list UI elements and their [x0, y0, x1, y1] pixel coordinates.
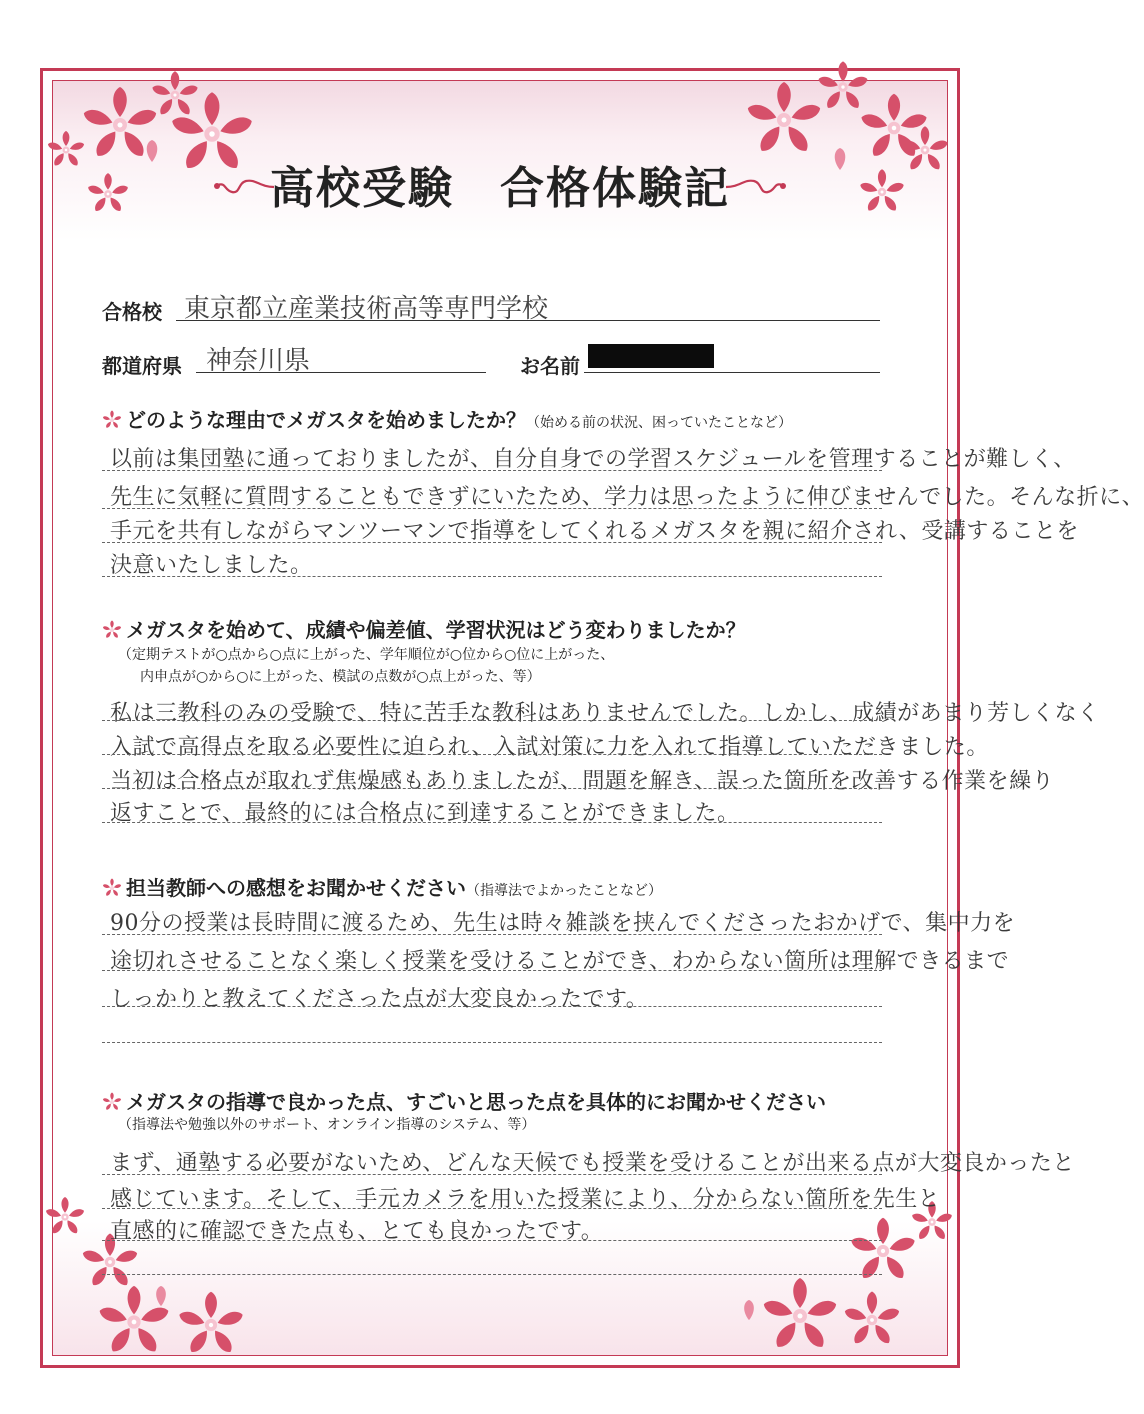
question-1-note: （始める前の状況、困っていたことなど）: [526, 415, 792, 431]
answer-4-line-3: 直感的に確認できた点も、とても良かったです。: [110, 1219, 604, 1244]
answer-rule: [102, 822, 882, 823]
name-underline: [584, 372, 880, 373]
flourish-ornament-icon: [724, 176, 788, 198]
answer-rule: [102, 508, 882, 509]
answer-2-line-4: 返すことで、最終的には合格点に到達することができました。: [110, 801, 740, 826]
answer-2-line-2: 入試で高得点を取る必要性に迫られ、入試対策に力を入れて指導していただきました。: [110, 735, 989, 760]
answer-rule: [102, 470, 882, 471]
question-4-note-1: （指導法や勉強以外のサポート、オンライン指導のシステム、等）: [118, 1117, 536, 1133]
answer-1-line-4: 決意いたしました。: [110, 553, 313, 578]
answer-3-line-3: しっかりと教えてくださった点が大変良かったです。: [110, 987, 649, 1012]
question-1: [102, 404, 792, 433]
sakura-bullet-icon: [102, 1092, 122, 1112]
sakura-blossom-icon: [176, 1290, 246, 1360]
name-label: お名前: [520, 354, 580, 378]
answer-2-line-3: 当初は合格点が取れず焦燥感もありましたが、問題を解き、誤った箇所を改善する作業を繰り: [110, 769, 1055, 794]
sakura-blossom-icon: [842, 1290, 902, 1350]
sakura-blossom-icon: [744, 80, 824, 160]
school-value: 東京都立産業技術高等専門学校: [184, 294, 549, 324]
answer-3-line-2: 途切れさせることなく楽しく授業を受けることができ、わからない箇所は理解できるまで: [110, 949, 1010, 974]
answer-1-line-1: 以前は集団塾に通っておりましたが、自分自身での学習スケジュールを管理することが難しく、: [110, 447, 1076, 472]
answer-rule: [102, 1006, 882, 1007]
answer-rule: [102, 1174, 882, 1175]
page-title: 高校受験 合格体験記: [270, 163, 730, 214]
question-2-text: メガスタを始めて、成績や偏差値、学習状況はどう変わりましたか？: [126, 618, 746, 642]
answer-rule: [102, 1208, 882, 1209]
question-2-note-1: （定期テストが○点から○点に上がった、学年順位が○位から○位に上がった、: [118, 647, 615, 663]
prefecture-label: 都道府県: [102, 354, 182, 378]
prefecture-value: 神奈川県: [206, 346, 311, 376]
answer-rule: [102, 754, 882, 755]
question-1-text: どのような理由でメガスタを始めましたか？: [126, 408, 526, 432]
sakura-bullet-icon: [102, 878, 122, 898]
answer-rule: [102, 934, 882, 935]
sakura-blossom-icon: [760, 1276, 840, 1356]
sakura-blossom-icon: [848, 1216, 918, 1286]
question-3-note: （指導法でよかったことなど）: [466, 883, 662, 899]
answer-rule: [102, 970, 882, 971]
answer-2-line-1: 私は三教科のみの受験で、特に苦手な教科はありませんでした。しかし、成績があまり芳しくなく: [110, 701, 1100, 726]
name-redaction: [588, 344, 714, 368]
answer-1-line-3: 手元を共有しながらマンツーマンで指導をしてくれるメガスタを親に紹介され、受講することを: [110, 519, 1079, 544]
school-label: 合格校: [102, 300, 162, 324]
answer-1-line-2: 先生に気軽に質問することもできずにいたため、学力は思ったように伸びませんでした。そんな折に、: [110, 485, 1144, 510]
answer-rule: [102, 542, 882, 543]
school-underline: [176, 320, 880, 321]
answer-rule: [102, 788, 882, 789]
question-2: [102, 614, 746, 643]
sakura-bullet-icon: [102, 410, 122, 430]
answer-rule: [102, 720, 882, 721]
question-3: [102, 872, 662, 901]
answer-3-line-1: 90分の授業は長時間に渡るため、先生は時々雑談を挟んでくださったおかげで、集中力を: [110, 911, 1016, 936]
sakura-bullet-icon: [102, 620, 122, 640]
sakura-petal-icon: [150, 1286, 172, 1308]
question-2-note-2: 内申点が○から○に上がった、模試の点数が○点上がった、等）: [140, 669, 541, 685]
question-4: [102, 1086, 826, 1115]
question-3-text: 担当教師への感想をお聞かせください: [126, 876, 466, 900]
answer-rule: [102, 576, 882, 577]
answer-rule: [102, 1042, 882, 1043]
sakura-petal-icon: [738, 1300, 760, 1322]
prefecture-underline: [196, 372, 486, 373]
answer-rule: [102, 1274, 882, 1275]
answer-4-line-2: 感じています。そして、手元カメラを用いた授業により、分からない箇所を先生と: [110, 1187, 941, 1212]
answer-4-line-1: まず、通塾する必要がないため、どんな天候でも授業を受けることが出来る点が大変良かったと: [110, 1151, 1075, 1176]
answer-rule: [102, 1240, 882, 1241]
question-4-text: メガスタの指導で良かった点、すごいと思った点を具体的にお聞かせください: [126, 1090, 826, 1114]
